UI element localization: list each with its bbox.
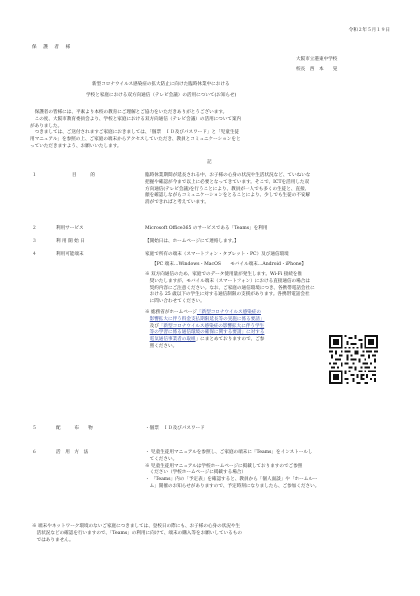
section-1-label: 目 的 (72, 173, 95, 178)
section-1-body (145, 173, 310, 207)
intro-line: 保護者の皆様には、平素より本校の教育にご理解とご協力をいただきありがとうございます。 (30, 110, 228, 115)
note-text: 」にまとめておりますので、ご参 (195, 337, 265, 343)
ki-heading: 記 (207, 160, 212, 165)
section-2-label: 利用サービス (56, 226, 84, 231)
note-line: ではありません。 (32, 537, 74, 543)
section-6-label: 活 用 方 法 (56, 450, 89, 455)
note-line: 活状況などの確認を行いますので、「Teams」の利用に向けて、端末の購入等をお願いしているもの (32, 530, 242, 536)
section-6-number: ６ (32, 450, 37, 455)
body-line: 顔を確認しながらコミュニケーションをとることにより、少しでも生徒の不安解 (145, 193, 311, 199)
intro-paragraph (30, 110, 241, 151)
title-line-2: 学校と家庭における双方向通信（テレビ会議）の活用について(お知らせ) (86, 93, 237, 98)
closing-note (32, 524, 242, 544)
document-date: 令和２年５月１９日 (348, 28, 390, 33)
body-line: 消ができればと考えています。 (145, 200, 209, 206)
body-line: ム」開催のお知らせがありますので、予定時刻になりましたら、ご参加ください。 (145, 483, 320, 489)
section-4-note-1 (145, 272, 315, 306)
section-6-body (145, 450, 319, 491)
body-line: ください（学校ホームページに掲載する場合） (145, 470, 246, 476)
section-2-body: Microsoft Office365 のサービスである「Teams」を利用 (145, 226, 268, 231)
note-line: 契約内容にご注意ください。なお、ご家庭の通信環境につき、各携帯電話会社に (145, 285, 315, 291)
school-name: 大阪市立港東中学校 (296, 57, 338, 62)
note-text: 照ください。 (149, 343, 178, 349)
section-2-number: ２ (32, 226, 37, 231)
note-line: ※ 双方向通信のため、家庭でのデータ使用量が発生します。Wi-Fi 接続を推 (145, 272, 303, 277)
principal-name: 校長 西 本 晃 (296, 67, 338, 72)
recipient: 保 護 者 様 (32, 45, 72, 50)
note-line: 奨いたしますが、モバイル端末（スマートフォン）における直接通信の場合は (145, 278, 310, 284)
qr-code-icon[interactable] (329, 335, 378, 384)
section-3-label: 利 用 開 始 日 (56, 239, 85, 244)
section-5-body: ・個票 ＩＤ及びパスワード (145, 426, 205, 431)
body-line: ・ 「Teams」内の「予定表」を確認すると、教員から「個人面談」や「ホームルー (145, 477, 318, 483)
body-line: ※ 児童生徒用マニュアルは学校ホームページに掲載しておりますのでご参照 (145, 463, 303, 469)
section-4-line-1: 家庭で所有の端末（スマートフォン・タブレット・PC）及び通信環境 (145, 252, 289, 257)
intro-line: この度、大阪市教育委員会より、学校と家庭における双方向通信（テレビ会議）の活用について案内 (30, 116, 242, 122)
body-line: 臨時休業期間が延長される中、お子様の心身の状況や生活状況など、ていねいな (145, 173, 311, 178)
body-line: ・ 児童生徒用マニュアルを参照し、ご家庭の端末に「Teams」をインストールし (145, 450, 313, 455)
section-3-number: ３ (32, 239, 37, 244)
mic-link-3[interactable]: 電気通信事業者の取組 (149, 337, 196, 343)
note-line: ※ 端末やネットワーク環境のないご家庭につきましては、登校日の際にも、お子様の心身の状況や生 (32, 524, 241, 529)
title-line-1: 新型コロナウイルス感染症の拡大防止に向けた臨時休業中における (92, 82, 230, 87)
section-1-number: １ (32, 173, 37, 178)
mic-link-2[interactable]: 「新型コロナウイルス感染症の影響拡大に伴う学生 (158, 323, 265, 329)
body-line: 方向通信(テレビ会議)を行うことにより、教員が一人でも多くの生徒と、直接、 (145, 186, 310, 192)
intro-line: っていただきますよう、お願いいたします。 (30, 143, 122, 149)
mic-link-2-cont[interactable]: 等の学習に係る通信環境の確保に関する要請」に対する (149, 330, 265, 336)
intro-line: 用マニュアル」を参照の上、ご家庭の端末からアクセスしていただき、教員とコミュニケーションをと (30, 137, 241, 143)
section-4-note-2 (145, 310, 264, 351)
section-4-label: 利用可能端末 (56, 252, 84, 257)
body-line: てください。 (145, 456, 178, 462)
mic-link-1-cont[interactable]: 影響拡大に伴う料金支払期限延長等の実施に係る要請」 (149, 316, 265, 322)
section-4-number: ４ (32, 252, 37, 257)
intro-line: がありました。 (30, 123, 63, 129)
note-text: 及び (149, 323, 159, 329)
section-5-label: 配 布 物 (56, 426, 93, 431)
body-line: 把握や確認が今まで以上に必要となってきています。そこで、ICTを活用した双 (145, 179, 310, 185)
section-5-number: ５ (32, 426, 37, 431)
note-text: ※ 総務省がホームページ (145, 310, 197, 315)
note-line: に問い合わせてください。 (145, 299, 205, 305)
intro-line: つきましては、ご送付されますご家庭におきましては、「個票 ＩＤ及びパスワード」と「児童生徒 (30, 130, 240, 136)
note-line: おける 25 歳以下の学生に対する通信制限の支援があります。各携帯電話会社 (145, 292, 310, 298)
mic-link-1[interactable]: 「新型コロナウイルス感染症の (196, 310, 261, 315)
section-3-body: 【開始日は、ホームページにて連絡します。】 (145, 239, 239, 244)
section-4-line-2: 【PC 端末…Windows・MacOS モバイル端末…Android・iPhone】 (152, 262, 307, 267)
